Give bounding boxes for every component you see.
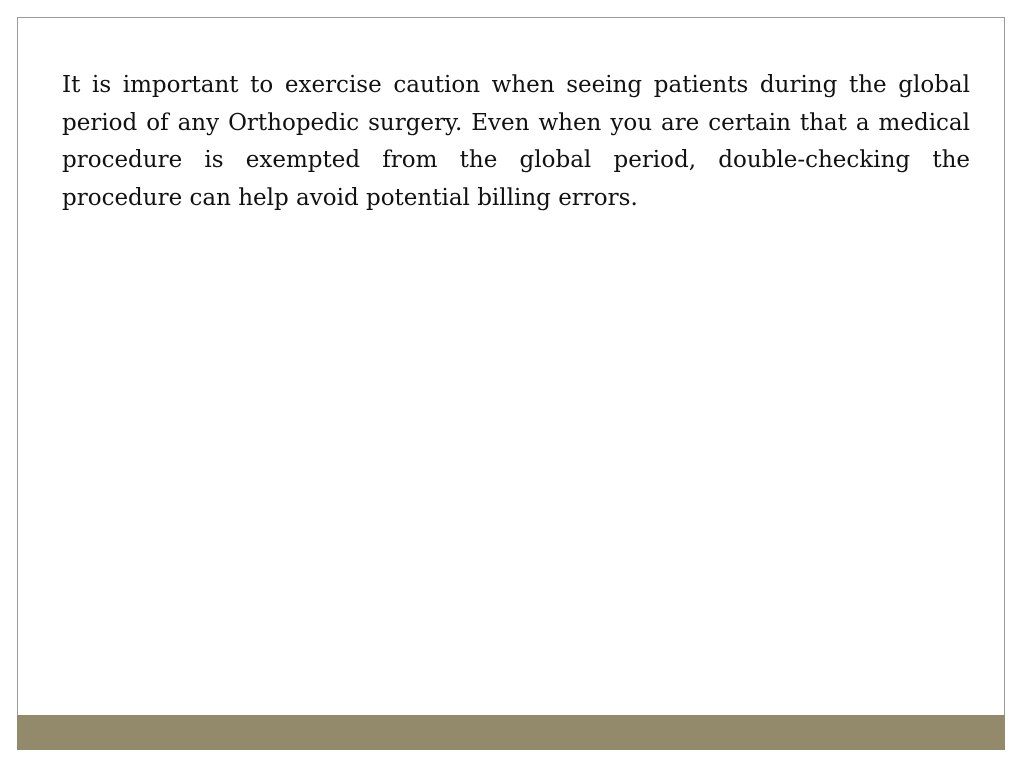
slide-body-text: It is important to exercise caution when seeing patients during the global period of any Orthopedic surgery. Even when you are certain that a medical procedure is exempted from the global period, double-checking the procedure can help avoid potential billing errors. <box>62 72 970 211</box>
footer-bar <box>17 715 1005 750</box>
